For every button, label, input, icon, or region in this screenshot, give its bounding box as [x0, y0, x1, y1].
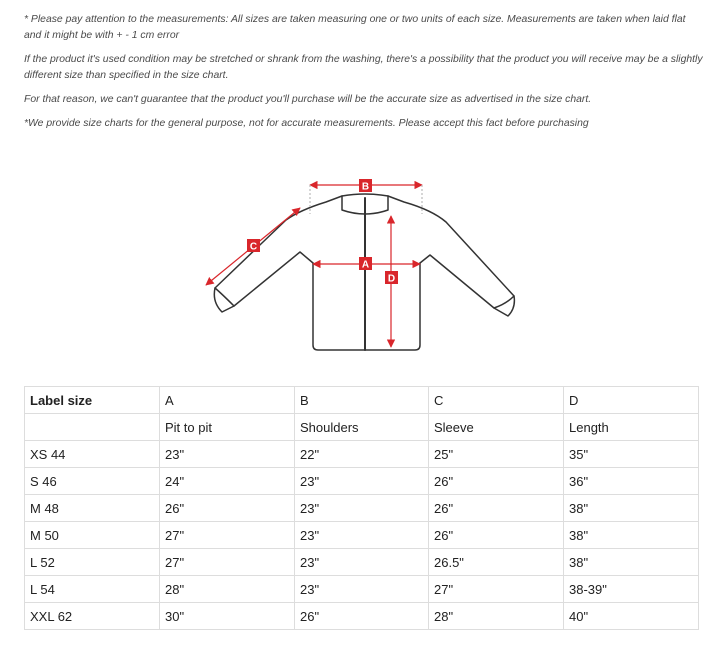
table-cell: 28" [429, 603, 564, 630]
table-cell: XXL 62 [25, 603, 160, 630]
table-cell: 26" [160, 495, 295, 522]
table-cell: 28" [160, 576, 295, 603]
subheader-cell [25, 414, 160, 441]
note-no-guarantee: For that reason, we can't guarantee that the product you'll purchase will be the accurate size as advertised in the size chart. [24, 94, 592, 105]
marker-a [359, 257, 372, 271]
jacket-measurement-diagram [200, 170, 530, 360]
table-cell: 38" [564, 495, 699, 522]
table-cell: S 46 [25, 468, 160, 495]
marker-b [359, 179, 372, 193]
table-cell: 26" [429, 495, 564, 522]
header-cell: C [429, 387, 564, 414]
table-cell: 27" [429, 576, 564, 603]
table-cell: L 52 [25, 549, 160, 576]
table-cell: 22" [295, 441, 429, 468]
header-cell: A [160, 387, 295, 414]
table-cell: 23" [295, 549, 429, 576]
table-cell: 26" [295, 603, 429, 630]
table-cell: 27" [160, 522, 295, 549]
size-chart-table [24, 386, 699, 630]
note-general-purpose: *We provide size charts for the general purpose, not for accurate measurements. Please accept this fact before purchasing [24, 118, 589, 129]
svg-text:A: A [361, 259, 370, 271]
subheader-cell: Shoulders [295, 414, 429, 441]
header-cell: D [564, 387, 699, 414]
subheader-cell: Sleeve [429, 414, 564, 441]
table-cell: 26" [429, 468, 564, 495]
note-used-condition: If the product it's used condition may be stretched or shrank from the washing, there's a possibility that the product you will receive may be a slightly different size than specified in the size chart. [24, 54, 703, 81]
table-cell: M 50 [25, 522, 160, 549]
subheader-cell: Length [564, 414, 699, 441]
jacket-outline-icon [214, 194, 514, 350]
table-cell: L 54 [25, 576, 160, 603]
table-cell: 23" [295, 495, 429, 522]
svg-text:C: C [249, 241, 258, 253]
table-row [25, 468, 699, 495]
table-cell: 38" [564, 522, 699, 549]
table-cell: 23" [295, 468, 429, 495]
marker-c [247, 239, 260, 253]
table-cell: 35" [564, 441, 699, 468]
header-cell: Label size [25, 387, 160, 414]
table-cell: 26.5" [429, 549, 564, 576]
table-subheader-row [25, 414, 699, 441]
table-cell: 26" [429, 522, 564, 549]
svg-text:B: B [361, 181, 370, 193]
table-cell: M 48 [25, 495, 160, 522]
table-cell: 38" [564, 549, 699, 576]
table-cell: 23" [160, 441, 295, 468]
table-row [25, 549, 699, 576]
table-row [25, 441, 699, 468]
subheader-cell: Pit to pit [160, 414, 295, 441]
svg-text:D: D [387, 273, 396, 285]
size-notes [24, 12, 704, 140]
table-cell: 36" [564, 468, 699, 495]
table-cell: XS 44 [25, 441, 160, 468]
table-cell: 23" [295, 576, 429, 603]
table-cell: 27" [160, 549, 295, 576]
table-row [25, 576, 699, 603]
marker-d [385, 271, 398, 285]
table-cell: 23" [295, 522, 429, 549]
table-cell: 24" [160, 468, 295, 495]
table-cell: 25" [429, 441, 564, 468]
table-header-row [25, 387, 699, 414]
table-cell: 30" [160, 603, 295, 630]
table-row [25, 522, 699, 549]
header-cell: B [295, 387, 429, 414]
table-row [25, 603, 699, 630]
table-cell: 38-39" [564, 576, 699, 603]
table-row [25, 495, 699, 522]
table-cell: 40" [564, 603, 699, 630]
note-measurement: * Please pay attention to the measurements: All sizes are taken measuring one or two units of each size. Measurements are taken when laid flat and it might be with + - 1 cm error [24, 14, 686, 41]
